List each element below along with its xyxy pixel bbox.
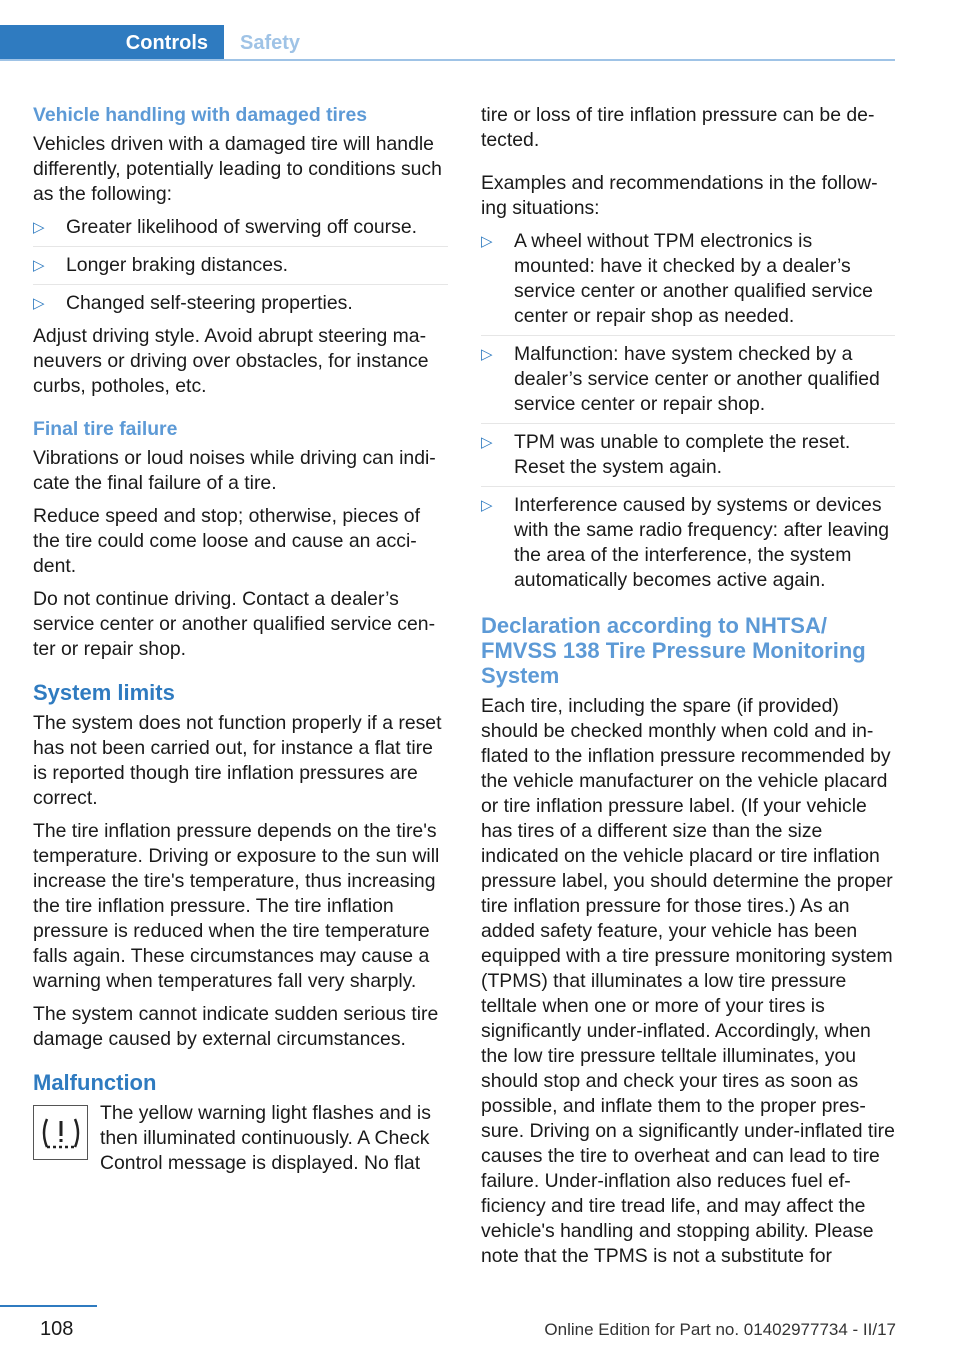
header-rule xyxy=(0,59,895,61)
paragraph: Vibrations or loud noises while driving can indicate the final failure of a tire. xyxy=(33,447,436,494)
bullet-list xyxy=(481,229,895,593)
list-item-text: Longer braking distances. xyxy=(66,254,289,276)
list-item-text: Greater likelihood of swerving off course. xyxy=(66,216,418,238)
triangle-right-icon: ▷ xyxy=(33,257,45,274)
page-number: 108 xyxy=(40,1318,74,1340)
tab-safety-label: Safety xyxy=(240,31,301,54)
triangle-right-icon: ▷ xyxy=(33,219,45,236)
list-item-text: Malfunction: have system checked by a dealer’s service center or another qualified service center or repair shop. xyxy=(514,343,880,415)
list-item xyxy=(481,493,895,593)
triangle-right-icon: ▷ xyxy=(33,295,45,312)
paragraph: The system does not function properly if a reset has not been carried out, for instance a flat tire is reported though tire inflation pressures are correct. xyxy=(33,712,442,809)
warning-row xyxy=(33,1101,448,1184)
paragraph: The system cannot indicate sudden serious tire damage caused by external circumstances. xyxy=(33,1003,439,1050)
list-item xyxy=(33,291,448,316)
list-item xyxy=(481,430,895,487)
bullet-list xyxy=(33,215,448,316)
list-item xyxy=(481,229,895,336)
paragraph: Do not continue driving. Contact a dealer’s service center or another qualified service center or repair shop. xyxy=(33,588,436,660)
tab-safety[interactable] xyxy=(240,25,300,61)
tab-controls[interactable] xyxy=(0,25,224,61)
paragraph: tire or loss of tire inflation pressure can be detected. xyxy=(481,104,875,151)
footer-rule xyxy=(0,1305,97,1307)
paragraph: Examples and recommendations in the following situations: xyxy=(481,172,878,219)
tab-controls-label: Controls xyxy=(125,31,208,54)
triangle-right-icon: ▷ xyxy=(481,497,493,514)
list-item xyxy=(481,342,895,424)
section-title: Final tire failure xyxy=(33,418,178,440)
list-item-text: TPM was unable to complete the reset. Reset the system again. xyxy=(514,431,851,478)
section-heading: Declaration according to NHTSA/ FMVSS 138 Tire Pressure Monitoring System xyxy=(481,613,866,688)
right-column xyxy=(481,103,895,1277)
edition-note: Online Edition for Part no. 01402977734 - II/17 xyxy=(544,1320,896,1339)
section-heading: System limits xyxy=(33,680,175,705)
triangle-right-icon: ▷ xyxy=(481,434,493,451)
triangle-right-icon: ▷ xyxy=(481,346,493,363)
paragraph: The yellow warning light flashes and is then illuminated continuously. A Check Control message is displayed. No flat xyxy=(100,1102,431,1174)
tire-pressure-warning-icon xyxy=(33,1105,88,1160)
list-item-text: Interference caused by systems or devices with the same radio frequency: after leaving the area of the interference, the system automatically becomes active again. xyxy=(514,494,890,591)
triangle-right-icon: ▷ xyxy=(481,233,493,250)
list-item xyxy=(33,215,448,247)
list-item-text: A wheel without TPM electronics is mounted: have it checked by a dealer’s service center or another qualified service center or repair shop as needed. xyxy=(514,230,873,327)
paragraph: Each tire, including the spare (if provided) should be checked monthly when cold and inflated to the inflation pressure recommended by the vehicle manufacturer on the vehicle placard or tire inflation pressure label. (If your vehicle has tires of a different size than the size indicated on the vehicle placard or tire inflation pressure label, you should determine the proper tire inflation pressure for those tires.) As an added safety feature, your vehicle has been equipped with a tire pressure monitoring system (TPMS) that illuminates a low tire pressure telltale when one or more of your tires is significantly under-inflated. Accordingly, when the low tire pressure telltale illuminates, you should stop and check your tires as soon as possible, and inflate them to the proper pressure. Driving on a significantly under-inflated tire causes the tire to overheat and can lead to tire failure. Under-inflation also reduces fuel efficiency and tire tread life, and may affect the vehicle's handling and stopping ability. Please note that the TPMS is not a substitute for xyxy=(481,695,895,1267)
section-heading: Malfunction xyxy=(33,1070,157,1095)
paragraph: Reduce speed and stop; otherwise, pieces of the tire could come loose and cause an accident. xyxy=(33,505,420,577)
list-item-text: Changed self-steering properties. xyxy=(66,292,353,314)
paragraph: Adjust driving style. Avoid abrupt steering maneuvers or driving over obstacles, for instance curbs, potholes, etc. xyxy=(33,325,429,397)
paragraph: Vehicles driven with a damaged tire will handle differently, potentially leading to conditions such as the following: xyxy=(33,133,442,205)
left-column xyxy=(33,103,448,1184)
section-title: Vehicle handling with damaged tires xyxy=(33,104,368,126)
list-item xyxy=(33,253,448,285)
header-tabbar xyxy=(0,25,895,61)
paragraph: The tire inflation pressure depends on the tire's temperature. Driving or exposure to the sun will increase the tire's temperature, thus increasing the tire inflation pressure. The tire inflation pressure is reduced when the tire temperature falls again. These circumstances may cause a warning when temperatures fall very sharply. xyxy=(33,820,440,992)
